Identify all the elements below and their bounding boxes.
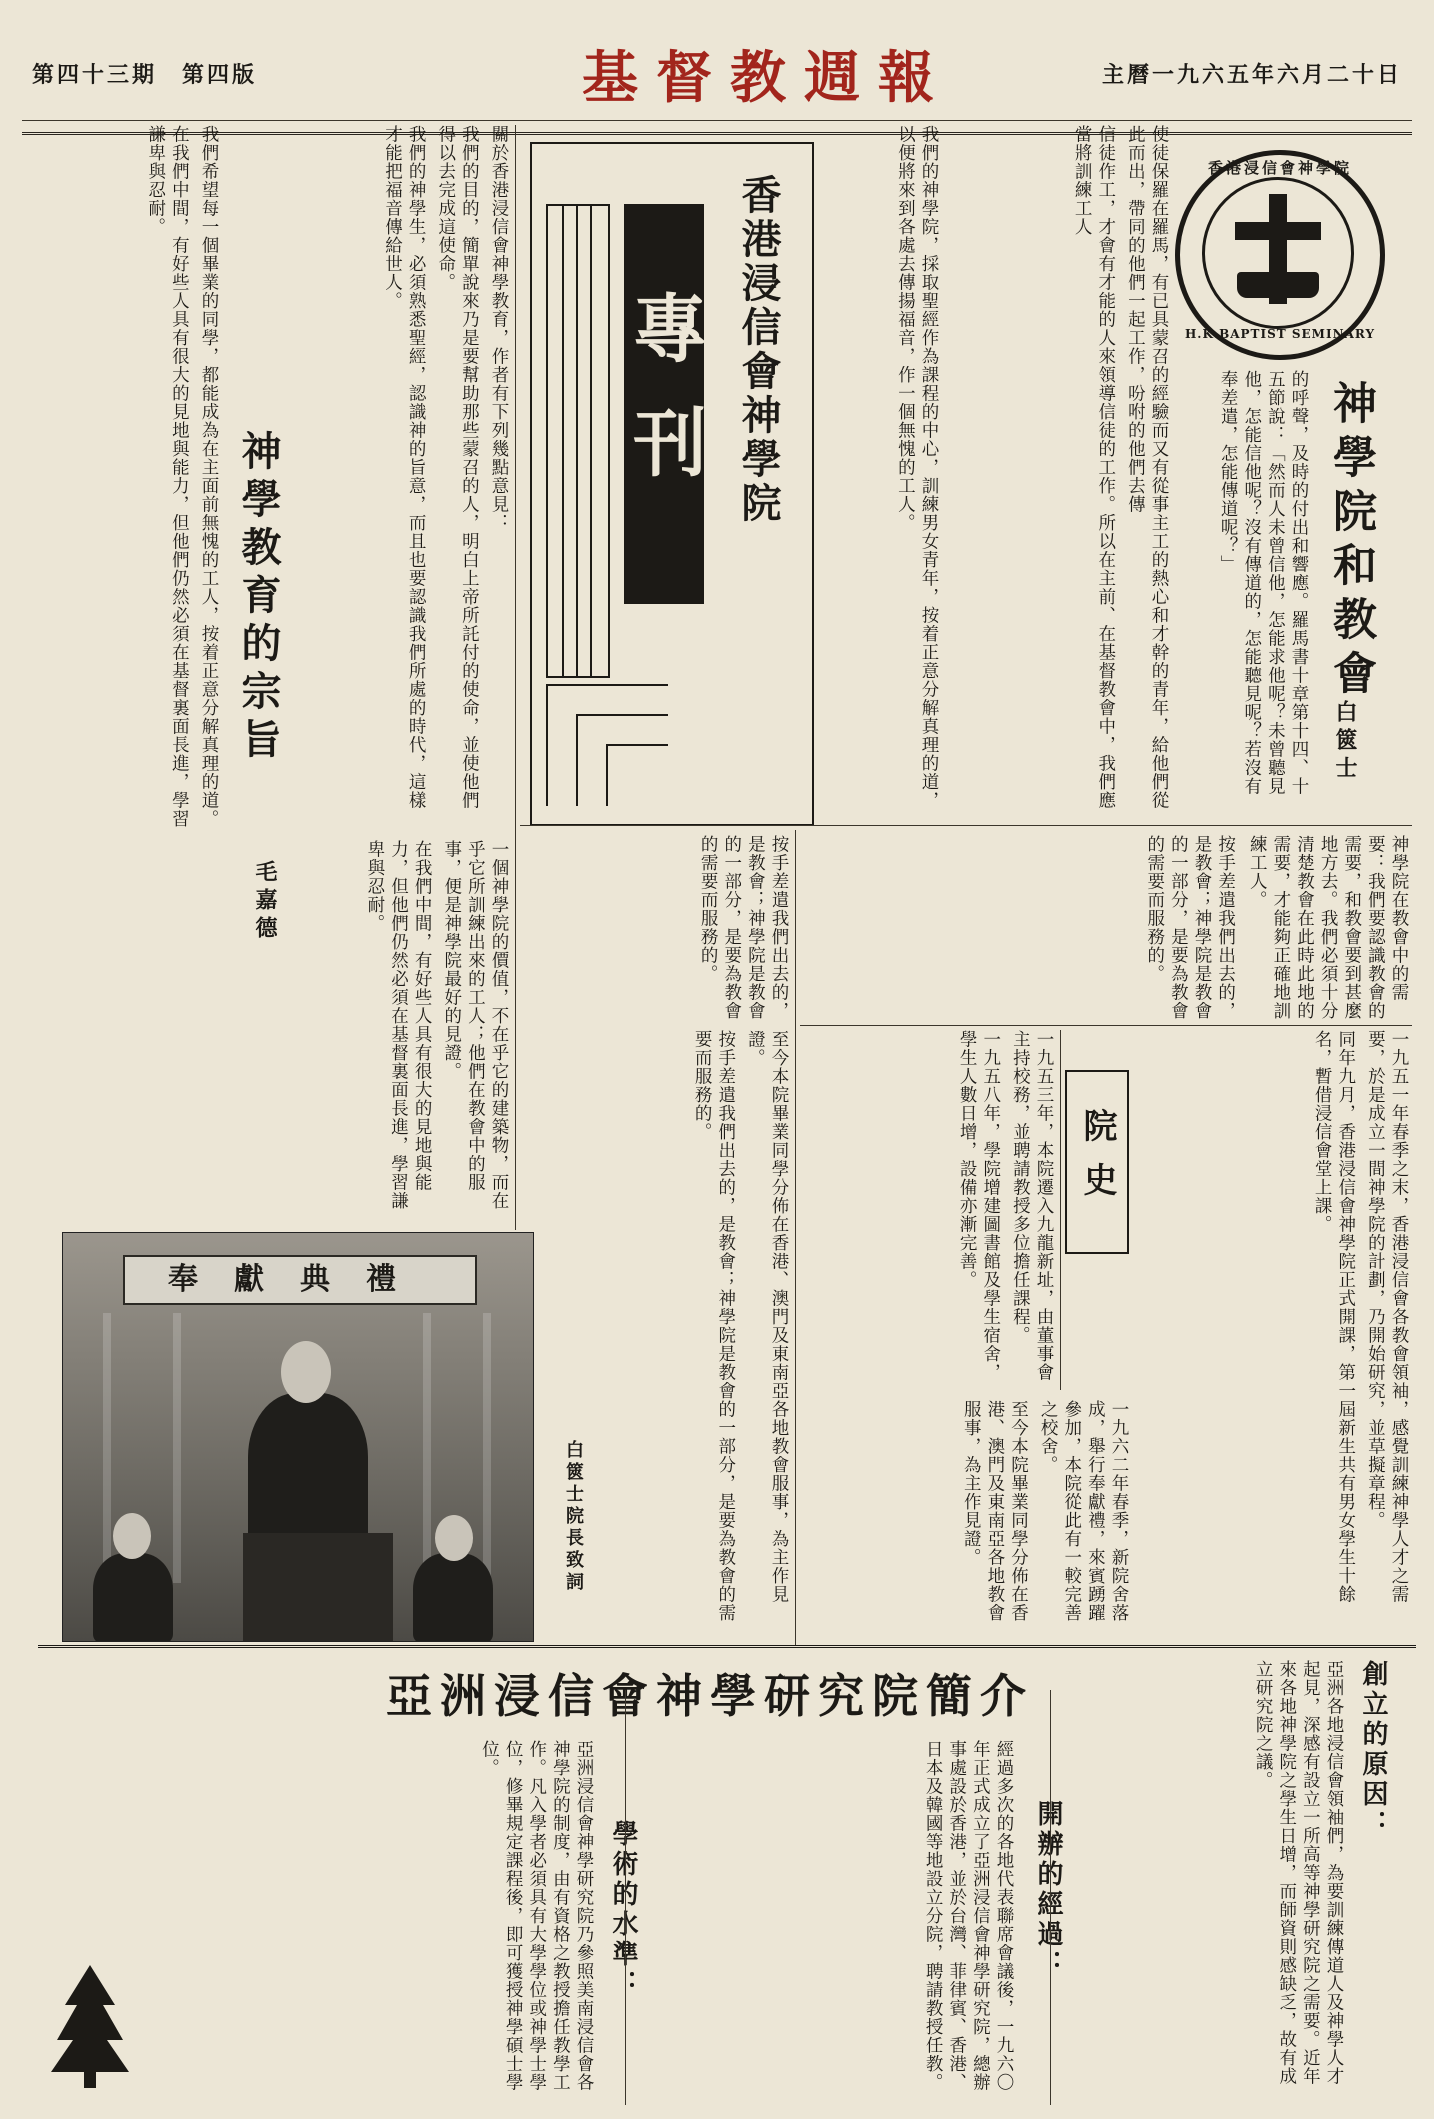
author-purpose: 毛嘉德 [252,860,278,944]
photo-sign: 奉獻典禮 [123,1255,477,1305]
paragraph: 在我們中間，有好些人具有很大的見地與能力，但他們仍然必須在基督裏面長進，學習謙卑與忍耐。 [364,840,433,1210]
pillar-icon [546,204,610,678]
headline-asia: 亞洲浸信會神學研究院簡介 [386,1669,1034,1723]
paragraph: 一九五三年，本院遷入九龍新址，由董事會主持校務，並聘請教授多位擔任課程。 [1010,1030,1054,1382]
article-seminary-church-body-4 [800,835,1410,1020]
paragraph: 信徒作工，才會有才能的人來領導信徒的工作。所以在主前、在基督教會中，我們應當將訓練工人 [1072,125,1116,810]
paragraph: 按手差遣我們出去的，是教會；神學院是教會的一部分，是要為教會的需要而服務的。 [692,1030,736,1622]
paragraph: 的呼聲，及時的付出和響應。羅馬書十章第十四、十五節說：「然而人未曾信他，怎能求他呢？未曾聽見他，怎能信他呢？沒有傳道的，怎能聽見呢？若沒有奉差遣，怎能傳道呢？」 [1218,370,1309,796]
publication-title-text: 基督教週報 [582,45,952,111]
article-seminary-church-body [945,125,1170,815]
article-history-body-2 [800,1030,1055,1390]
issue-info: 第四十三期 第四版 [32,62,258,88]
special-issue-banner [520,132,825,832]
history-section-label: 院史 [1065,1070,1129,1254]
section-heading-academic: 學術的水準： [608,1820,638,2000]
section-body-academic: 亞洲浸信會神學研究院乃參照美南浸信會各神學院的制度，由有資格之教授擔任教學工作。凡入學者必須具有大學學位或神學士學位，修畢規定課程後，即可獲授神學碩士學位。 [479,1740,594,2092]
paragraph: 至今本院畢業同學分佈在香港、澳門及東南亞各地教會服事，為主作見證。 [745,1030,789,1604]
logo-chinese-name: 香港浸信會神學院 [1207,159,1352,177]
paragraph: 至今本院畢業同學分佈在香港、澳門及東南亞各地教會服事，為主作見證。 [961,1400,1029,1622]
article-history-body [1135,1030,1410,1635]
special-issue-label: 專刊 [624,204,704,604]
paragraph: 一九五一年春季之末，香港浸信會各教會領袖，感覺訓練神學人才之需要，於是成立一間神學院的計劃，乃開始研究，並草擬章程。 [1365,1030,1409,1604]
paragraph: 我們的神學生，必須熟悉聖經，認識神的旨意，而且也要認識我們所處的時代，這樣才能把福音傳給世人。 [382,125,427,810]
paragraph: 一九六二年春季，新院舍落成，舉行奉獻禮，來賓踴躍參加，本院從此有一較完善之校舍。 [1038,1400,1129,1622]
christmas-tree-icon [45,1960,135,2090]
book-icon [1237,272,1319,298]
section-body-opening: 經過多次的各地代表聯席會議後，一九六〇年正式成立了亞洲浸信會神學研究院，總辦事處設於香港，並於台灣、菲律賓、香港、日本及韓國等地設立分院，聘請教授任教。 [923,1740,1014,2092]
headline-purpose: 神學教育的宗旨 [235,430,282,766]
section-body-founding: 亞洲各地浸信會領袖們，為要訓練傳道人及神學人才起見，深感有設立一所高等神學研究院之需要。近年來各地神學院之學生日增，而師資則感缺乏，故有成立研究院之議。 [1253,1660,1344,2086]
paragraph: 在我們中間，有好些人具有很大的見地與能力，但他們仍然必須在基督裏面長進，學習謙卑與忍耐。 [145,125,190,828]
seminary-logo [1175,150,1385,360]
paragraph: 關於香港浸信會神學教育，作者有下列幾點意見： [489,125,509,532]
publication-title [582,34,952,114]
logo-english-name: H.K.BAPTIST SEMINARY [1184,327,1376,341]
paragraph: 按手差遣我們出去的，是教會；神學院是教會的一部分，是要為教會的需要而服務的。 [1144,835,1236,1020]
article-purpose-body [300,125,510,825]
speaker-figure [248,1393,368,1553]
logo-emblem [1202,177,1354,329]
paragraph: 我們的目的，簡單說來乃是要幫助那些蒙召的人，明白上帝所託付的使命，並使他們得以去完成這使命。 [435,125,480,810]
paragraph: 同年九月，香港浸信會神學院正式開課，第一屆新生共有男女學生十餘名，暫借浸信會堂上課。 [1312,1030,1356,1604]
author-seminary-church: 白篋士 [1332,700,1358,784]
paragraph: 我們的神學院，採取聖經作為課程的中心，訓練男女青年，按着正意分解真理的道，以便將來到各處去傳揚福音，作一個無愧的工人。 [895,125,939,810]
section-heading-founding: 創立的原因： [1358,1660,1388,1840]
article-seminary-church-body-2 [1180,370,1310,810]
paragraph: 一九五八年，學院增建圖書館及學生宿舍，學生人數日增，設備亦漸完善。 [957,1030,1001,1382]
article-purpose-body-2 [20,125,220,845]
ceremony-photo [62,1232,534,1642]
paragraph: 使徒保羅在羅馬，有已具蒙召的經驗而又有從事主工的熱心和才幹的青年，給他們從此而出，帶同的他們一起工作，吩咐的他們去傳 [1125,125,1169,810]
paragraph: 神學院在教會中的需要：我們要認識教會的需要，和教會要到甚麼地方去。我們必須十分清楚教會在此時此地的需要，才能夠正確地訓練工人。 [1247,835,1409,1020]
photo-caption: 白篋士院長致詞 [563,1440,584,1594]
podium [243,1533,393,1641]
headline-seminary-church: 神學院和教會 [1325,380,1376,704]
article-seminary-church-body-5 [520,835,790,1020]
paragraph: 我們希望每一個畢業的同學，都能成為在主面前無愧的工人，按着正意分解真理的道。 [199,125,219,828]
issue-date: 主曆一九六五年六月二十日 [1101,62,1402,88]
article-history-body-3 [800,1400,1130,1635]
paragraph: 一個神學院的價值，不在乎它的建築物，而在乎它所訓練出來的工人；他們在教會中的服事，便是神學院最好的見證。 [441,840,509,1210]
masthead [22,22,1412,135]
paragraph: 按手差遣我們出去的，是教會；神學院是教會的一部分，是要為教會的需要而服務的。 [698,835,789,1020]
section-heading-opening: 開辦的經過： [1033,1800,1063,1980]
article-purpose-body-3 [20,840,510,1210]
article-seminary-church-body-3 [830,125,940,815]
seminary-name: 香港浸信會神學院 [735,174,782,526]
